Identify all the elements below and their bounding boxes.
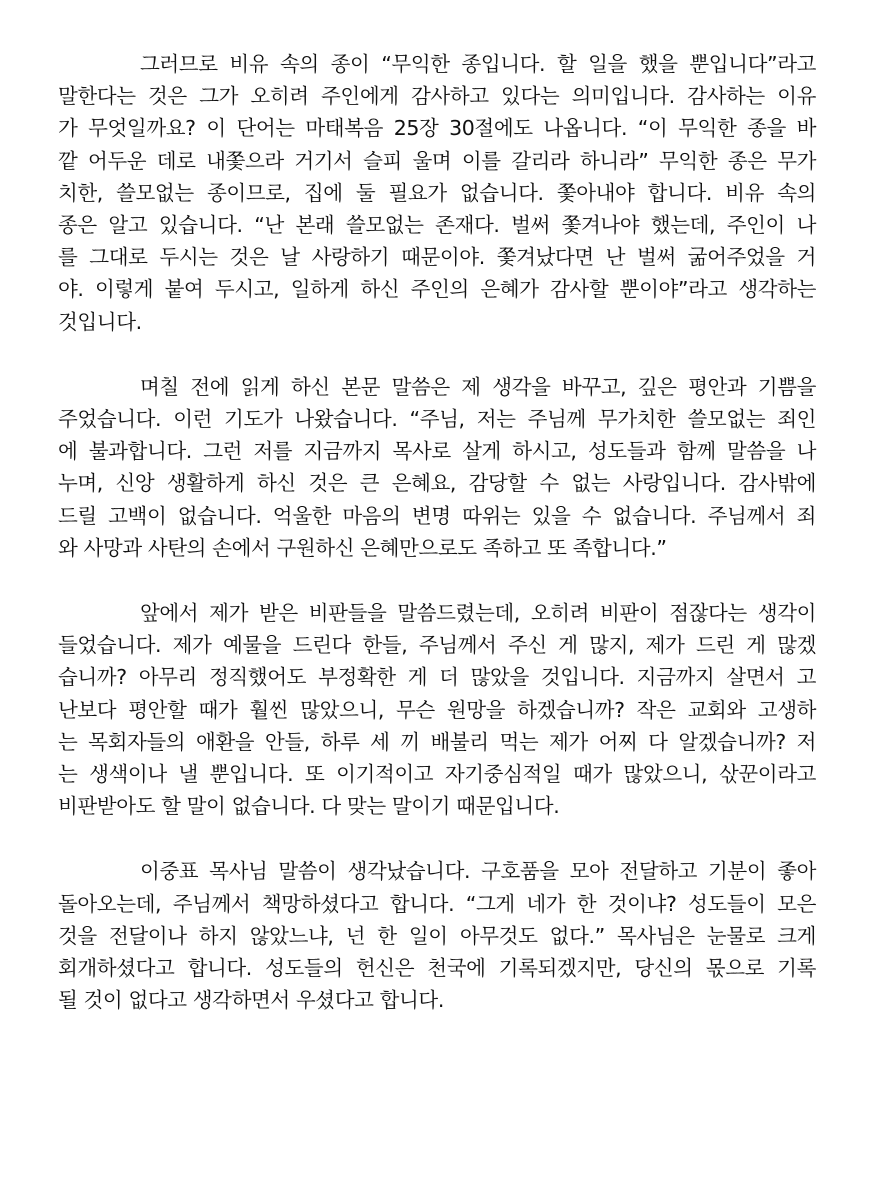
text-line: 야. 이렇게 붙여 두시고, 일하게 하신 주인의 은혜가 감사할 뿐이야”라고 생각하는 [58, 277, 816, 302]
text-line: 앞에서 제가 받은 비판들을 말씀드렸는데, 오히려 비판이 점잖다는 생각이 [140, 601, 816, 626]
text-line: 는 목회자들의 애환을 안들, 하루 세 끼 배불리 먹는 제가 어찌 다 알겠습니까? 저 [58, 729, 816, 754]
text-line: 며칠 전에 읽게 하신 본문 말씀은 제 생각을 바꾸고, 깊은 평안과 기쁨을 [140, 374, 816, 399]
text-line: 에 불과합니다. 그런 저를 지금까지 목사로 살게 하시고, 성도들과 함께 말씀을 나 [58, 439, 816, 464]
text-line: 가 무엇일까요? 이 단어는 마태복음 25장 30절에도 나옵니다. “이 무익한 종을 바 [58, 116, 816, 141]
text-line: 누며, 신앙 생활하게 하신 것은 큰 은혜요, 감당할 수 없는 사랑입니다. 감사밖에 [58, 471, 816, 496]
text-line: 그러므로 비유 속의 종이 “무익한 종입니다. 할 일을 했을 뿐입니다”라고 [140, 52, 816, 76]
text-line: 깥 어두운 데로 내쫓으라 거기서 슬피 울며 이를 갈리라 하니라” 무익한 종은 무가 [58, 148, 816, 173]
text-line: 를 그대로 두시는 것은 날 사랑하기 때문이야. 쫓겨났다면 난 벌써 굶어주었을 거 [58, 245, 816, 270]
text-line: 난보다 평안할 때가 훨씬 많았으니, 무슨 원망을 하겠습니까? 작은 교회와 고생하 [58, 697, 816, 722]
text-line: 것입니다. [58, 309, 142, 334]
text-line: 것을 전달이나 하지 않았느냐, 넌 한 일이 아무것도 없다.” 목사님은 눈물로 크게 [58, 923, 816, 948]
paragraph-1 [58, 48, 816, 338]
text-line: 습니까? 아무리 정직했어도 부정확한 게 더 많았을 것입니다. 지금까지 살면서 고 [58, 665, 816, 690]
text-line: 비판받아도 할 말이 없습니다. 다 맞는 말이기 때문입니다. [58, 794, 560, 819]
text-line: 드릴 고백이 없습니다. 억울한 마음의 변명 따위는 있을 수 없습니다. 주님께서 죄 [58, 503, 816, 528]
text-line: 말한다는 것은 그가 오히려 주인에게 감사하고 있다는 의미입니다. 감사하는 이유 [58, 84, 816, 109]
document-body [58, 48, 816, 1049]
text-line: 치한, 쓸모없는 종이므로, 집에 둘 필요가 없습니다. 쫓아내야 합니다. 비유 속의 [58, 180, 816, 205]
paragraph-3 [58, 597, 816, 822]
text-line: 는 생색이나 낼 뿐입니다. 또 이기적이고 자기중심적일 때가 많았으니, 삯꾼이라고 [58, 762, 816, 787]
paragraph-2 [58, 371, 816, 564]
text-line: 종은 알고 있습니다. “난 본래 쓸모없는 존재다. 벌써 쫓겨나야 했는데, 주인이 나 [58, 213, 816, 238]
text-line: 이중표 목사님 말씀이 생각났습니다. 구호품을 모아 전달하고 기분이 좋아 [140, 859, 816, 884]
text-line: 돌아오는데, 주님께서 책망하셨다고 합니다. “그게 네가 한 것이냐? 성도들이 모은 [58, 891, 816, 916]
paragraph-4 [58, 855, 816, 1016]
text-line: 회개하셨다고 합니다. 성도들의 헌신은 천국에 기록되겠지만, 당신의 몫으로 기록 [58, 956, 816, 981]
text-line: 주었습니다. 이런 기도가 나왔습니다. “주님, 저는 주님께 무가치한 쓸모없는 죄인 [58, 407, 816, 432]
text-line: 될 것이 없다고 생각하면서 우셨다고 합니다. [58, 988, 444, 1013]
text-line: 들었습니다. 제가 예물을 드린다 한들, 주님께서 주신 게 많지, 제가 드린 게 많겠 [58, 633, 816, 658]
text-line: 와 사망과 사탄의 손에서 구원하신 은혜만으로도 족하고 또 족합니다.” [58, 535, 667, 560]
